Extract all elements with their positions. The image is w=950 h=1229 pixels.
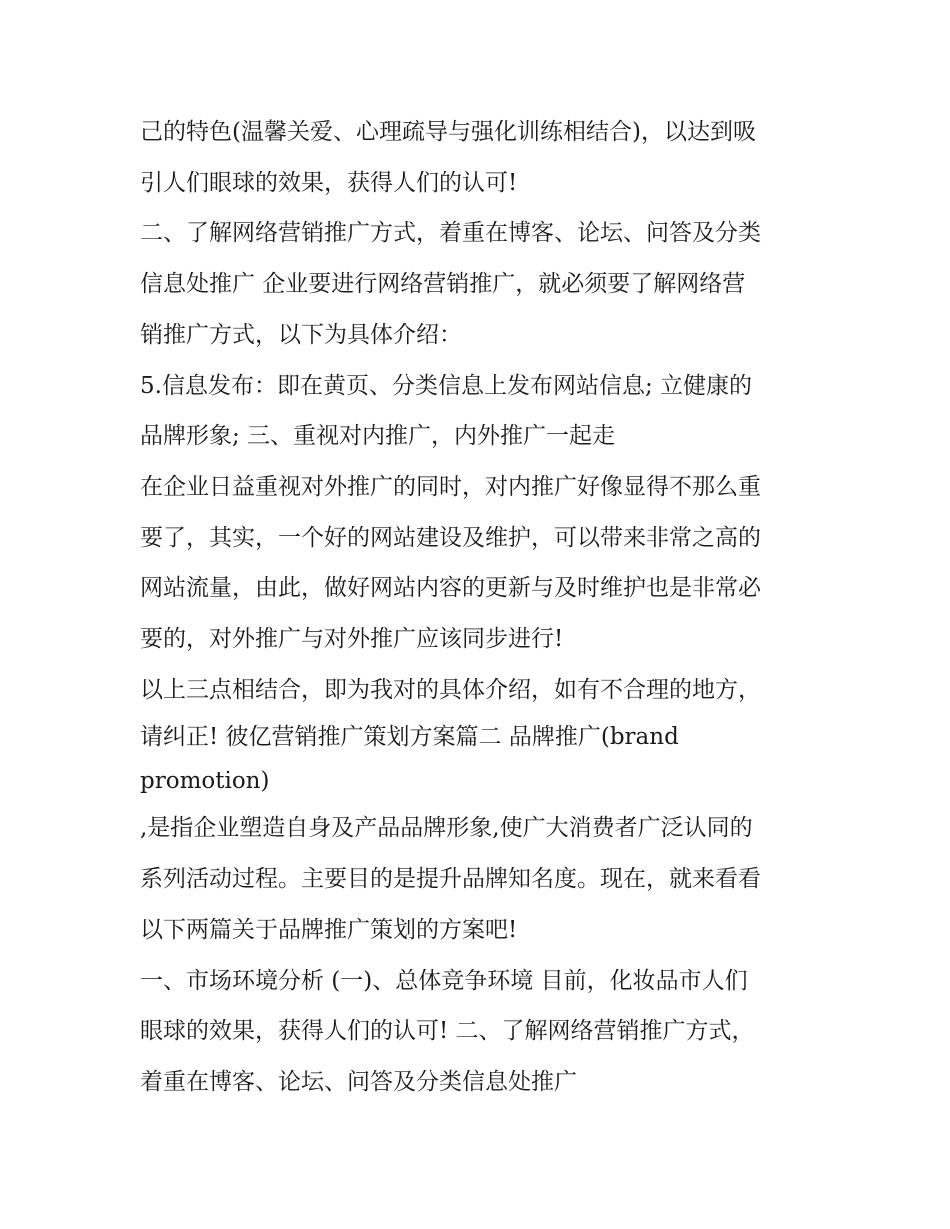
document-body [140,107,815,1108]
text-line: 在企业日益重视对外推广的同时，对内推广好像显得不那么重 [140,473,761,500]
text-line: 着重在博客、论坛、问答及分类信息处推广 [140,1068,577,1095]
text-line: 二、了解网络营销推广方式，着重在博客、论坛、问答及分类 [140,220,761,247]
paragraph [140,361,815,462]
paragraph [140,956,815,1108]
text-line: promotion) [140,768,270,795]
paragraph [140,462,815,665]
text-line: 一、市场环境分析 (一)、总体竞争环境 目前，化妆品市人们 [140,967,748,994]
text-line: 要的，对外推广与对外推广应该同步进行! [140,626,564,653]
text-line: 信息处推广 企业要进行网络营销推广，就必须要了解网络营 [140,271,746,298]
paragraph [140,208,815,360]
text-line: 以上三点相结合，即为我对的具体介绍，如有不合理的地方， [140,676,761,703]
text-line: 网站流量，由此，做好网站内容的更新与及时维护也是非常必 [140,575,761,602]
text-line: 请纠正! 彼亿营销推广策划方案篇二 品牌推广(brand [140,724,679,751]
text-line: ,是指企业塑造自身及产品品牌形象,使广大消费者广泛认同的 [140,815,753,842]
text-line: 品牌形象; 三、重视对内推广，内外推广一起走 [140,423,616,450]
paragraph [140,107,815,208]
text-line: 引人们眼球的效果，获得人们的认可! [140,169,518,196]
paragraph [140,803,815,955]
text-line: 己的特色(温馨关爱、心理疏导与强化训练相结合)，以达到吸 [140,119,756,145]
text-line: 眼球的效果，获得人们的认可! 二、了解网络营销推广方式， [140,1018,755,1045]
text-line: 以下两篇关于品牌推广策划的方案吧! [140,916,518,943]
text-line: 销推广方式，以下为具体介绍： [140,321,462,348]
paragraph [140,665,815,804]
text-line: 要了，其实，一个好的网站建设及维护，可以带来非常之高的 [140,524,761,551]
text-line: 系列活动过程。主要目的是提升品牌知名度。现在，就来看看 [140,866,761,893]
text-line: 5.信息发布：即在黄页、分类信息上发布网站信息; 立健康的 [140,372,753,399]
